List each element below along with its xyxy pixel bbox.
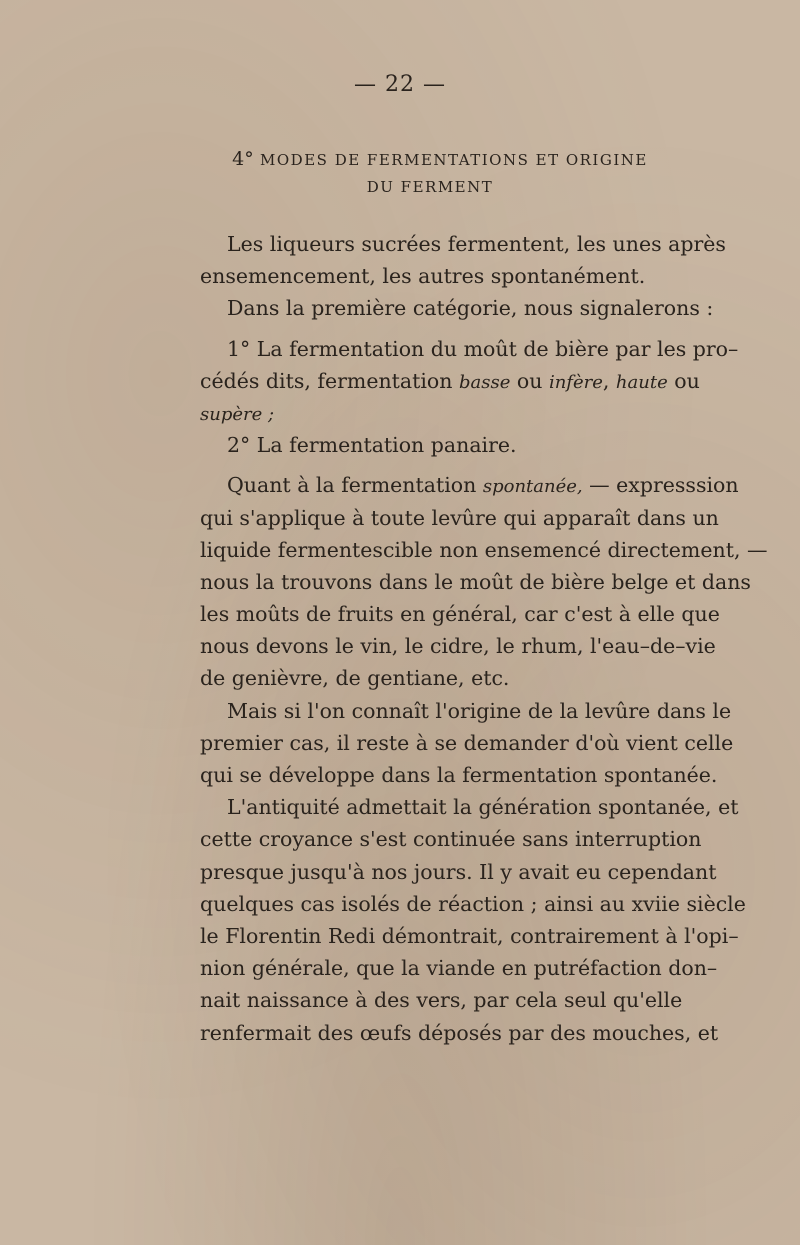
italic-term: basse bbox=[458, 371, 511, 393]
text-line: presque jusqu'à nos jours. Il y avait eu cependant bbox=[200, 859, 717, 884]
page-number: — 22 — bbox=[354, 72, 446, 97]
text-line: le Florentin Redi démontrait, contrairement à l'opi– bbox=[200, 923, 739, 948]
text-line: les moûts de fruits en général, car c'est à elle que bbox=[200, 602, 720, 627]
text-line: 1° La fermentation du moût de bière par les pro– bbox=[227, 336, 739, 361]
text-line: Mais si l'on connaît l'origine de la levûre dans le bbox=[227, 698, 732, 723]
text-line: 2° La fermentation panaire. bbox=[227, 433, 517, 458]
text-line: cette croyance s'est continuée sans interruption bbox=[200, 827, 702, 852]
text-line: Les liqueurs sucrées fermentent, les unes après bbox=[227, 232, 726, 256]
body-text bbox=[200, 228, 768, 1049]
text-line: premier cas, il reste à se demander d'où vient celle bbox=[200, 730, 734, 755]
section-title-line2: DU FERMENT bbox=[366, 178, 494, 196]
text-line: qui se développe dans la fermentation spontanée. bbox=[200, 763, 718, 787]
text-line: liquide fermentescible non ensemencé directement, — bbox=[200, 537, 768, 562]
italic-term: infère bbox=[548, 371, 603, 393]
text-line: nion générale, que la viande en putréfaction don– bbox=[200, 956, 718, 981]
text-line: de genièvre, de gentiane, etc. bbox=[200, 666, 510, 691]
text-line: renfermait des œufs déposés par des mouches, et bbox=[200, 1020, 719, 1045]
italic-term: spontanée, bbox=[482, 476, 583, 498]
text-line bbox=[200, 397, 670, 429]
section-title-line1: MODES DE FERMENTATIONS ET ORIGINE bbox=[260, 151, 648, 169]
text-line: nous la trouvons dans le moût de bière belge et dans bbox=[200, 569, 751, 594]
text-line: Dans la première catégorie, nous signalerons : bbox=[227, 296, 714, 321]
section-heading bbox=[0, 148, 800, 170]
section-number: 4° bbox=[232, 148, 254, 170]
text-line: Quant à la fermentation spontanée, — expresssion bbox=[227, 473, 739, 498]
text-line: L'antiquité admettait la génération spontanée, et bbox=[227, 795, 739, 820]
text-line: nait naissance à des vers, par cela seul qu'elle bbox=[200, 988, 683, 1013]
text-line: qui s'applique à toute levûre qui apparaît dans un bbox=[200, 505, 719, 530]
text-line: quelques cas isolés de réaction ; ainsi au xviie siècle bbox=[200, 891, 746, 916]
italic-term: supère ; bbox=[200, 403, 275, 425]
text-line: ensemencement, les autres spontanément. bbox=[200, 264, 646, 289]
text-line: cédés dits, fermentation basse ou infère, haute ou bbox=[200, 368, 700, 393]
italic-term: haute bbox=[615, 371, 668, 393]
text-line: nous devons le vin, le cidre, le rhum, l'eau–de–vie bbox=[200, 634, 716, 659]
